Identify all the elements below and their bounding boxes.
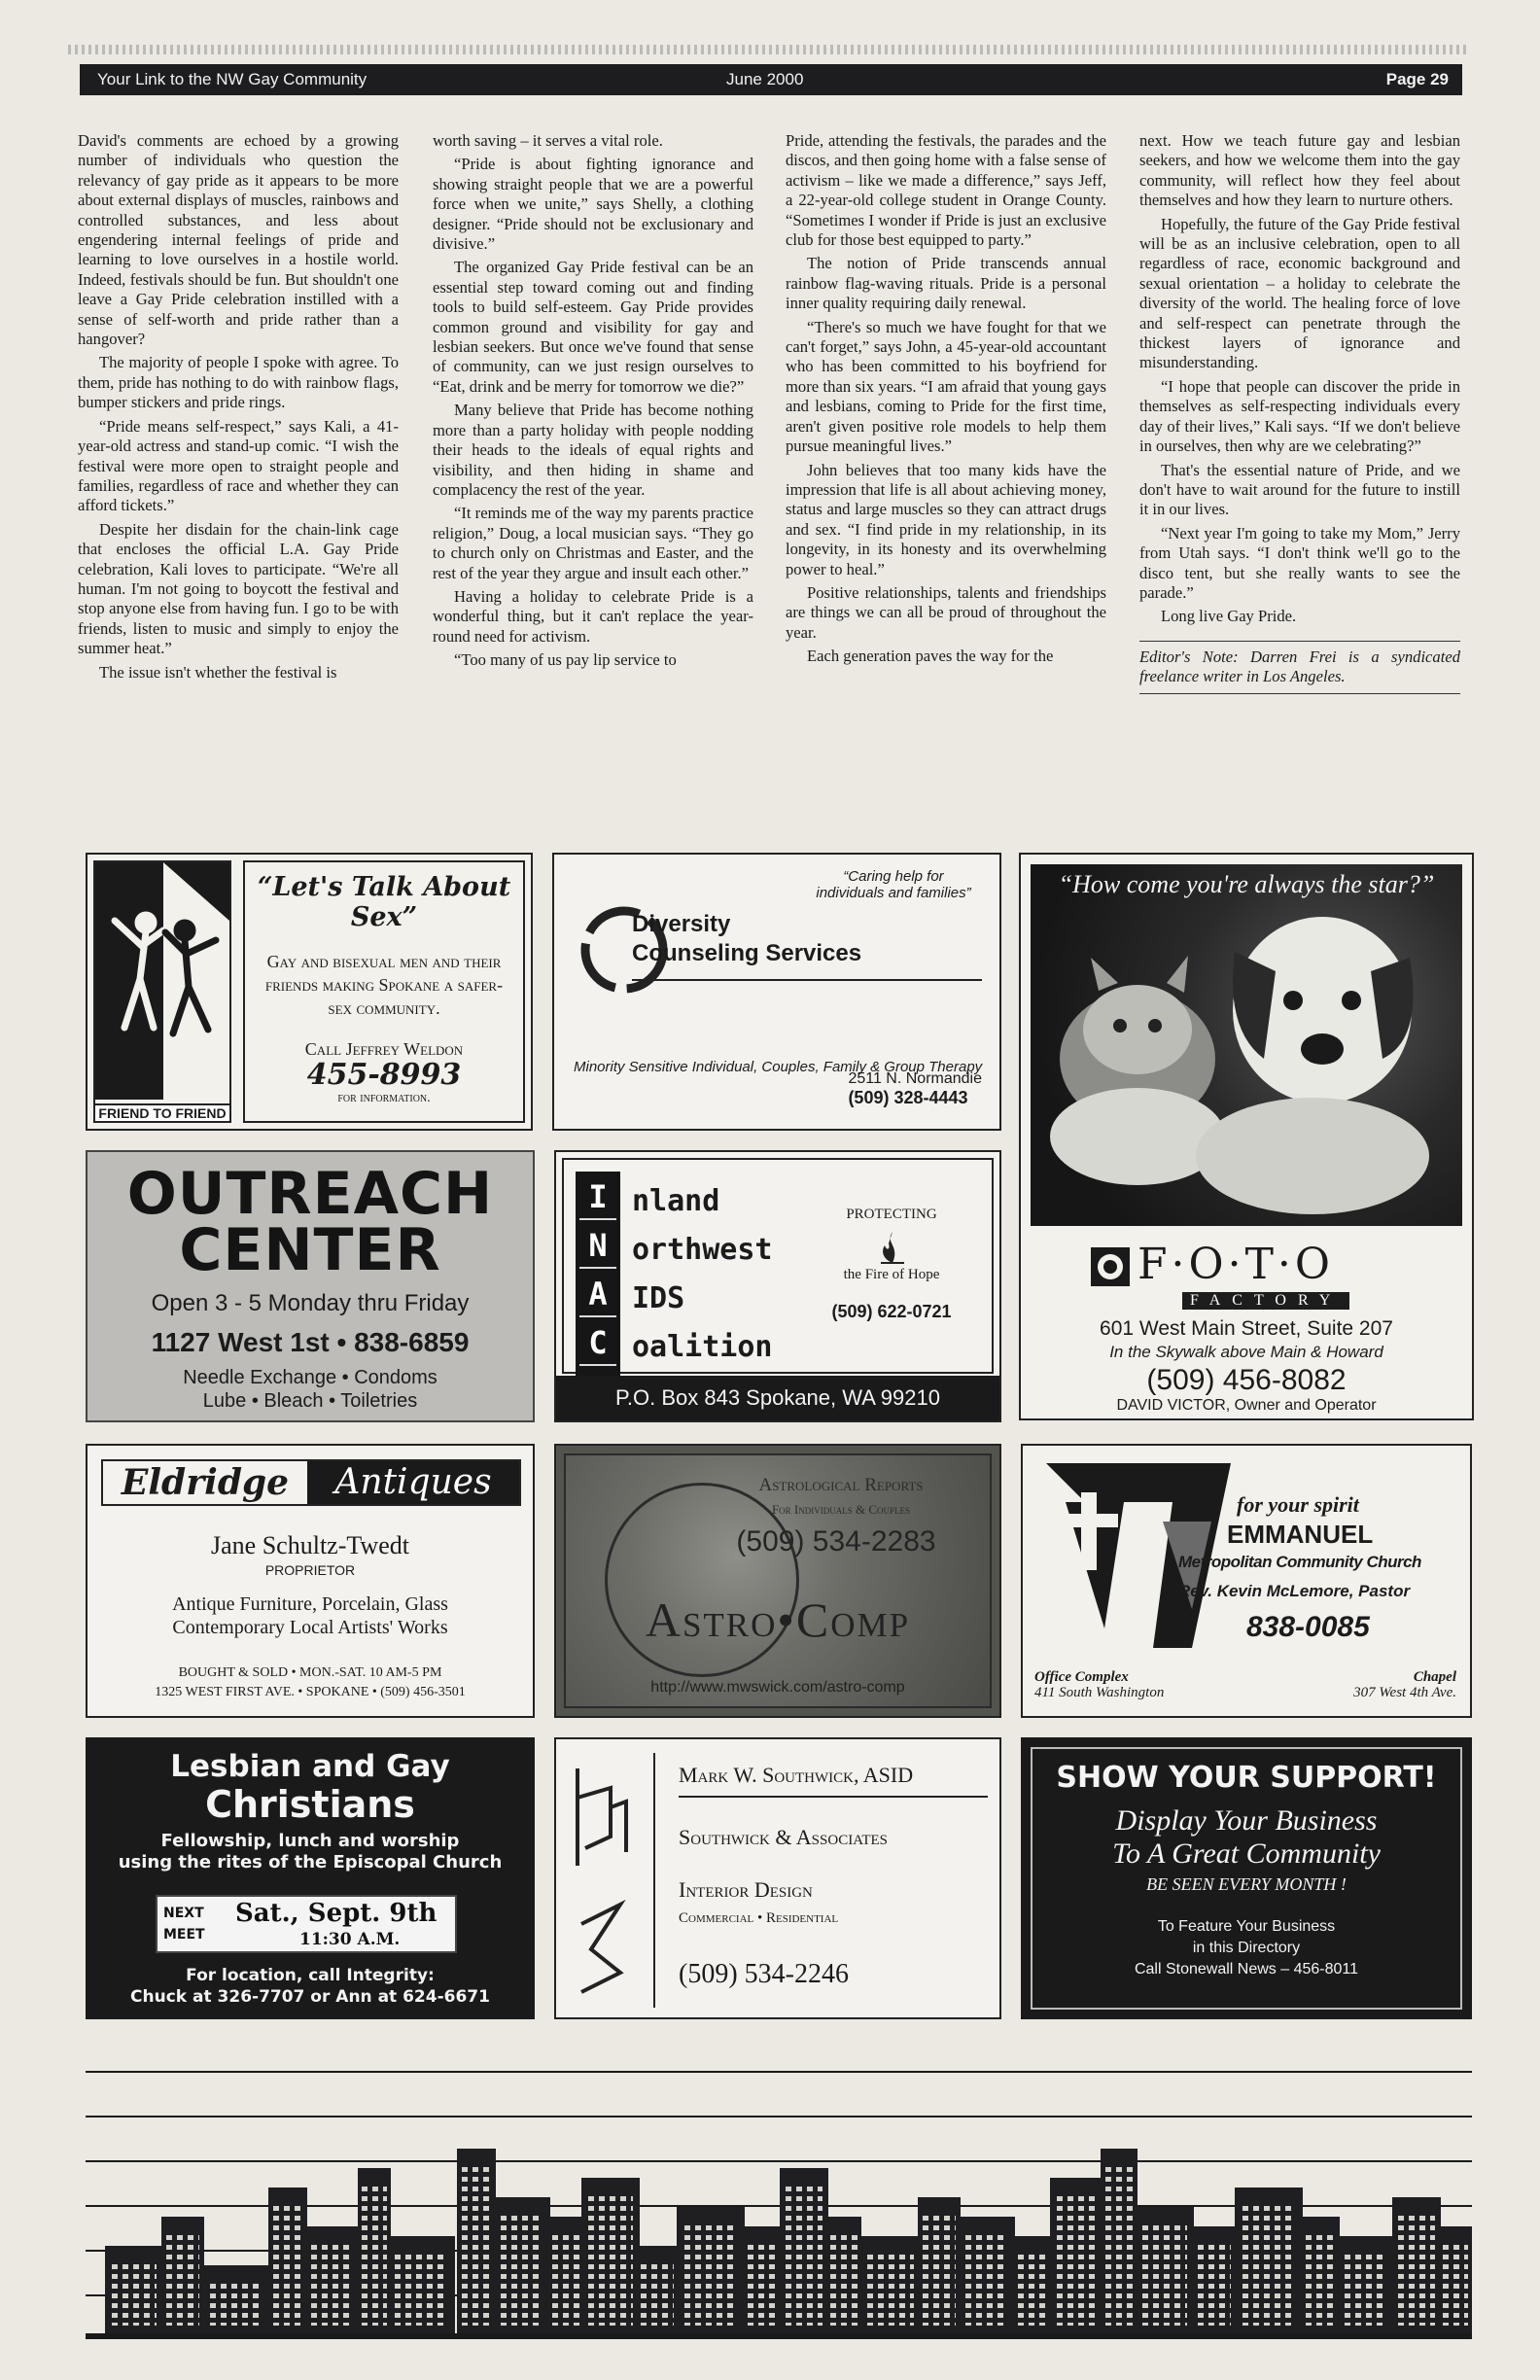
skyline-building <box>305 2226 358 2333</box>
friend-ad-text <box>243 860 525 1123</box>
lgc-location-line-1: For location, call Integrity: <box>186 1966 435 1985</box>
paragraph: Long live Gay Pride. <box>1161 607 1297 626</box>
divider <box>86 2071 1472 2073</box>
outreach-title-1: OUTREACH <box>126 1160 494 1228</box>
support-line-2: To A Great Community <box>1112 1838 1381 1870</box>
skyline-building <box>268 2188 307 2333</box>
skyline-building <box>636 2246 679 2333</box>
eldridge-hours: BOUGHT & SOLD • MON.-SAT. 10 AM-5 PM <box>178 1665 442 1680</box>
friend-ad-info: for information. <box>337 1091 431 1105</box>
ad-lesbian-gay-christians <box>86 1737 535 2019</box>
skyline-building <box>457 2149 496 2333</box>
paragraph: Pride, attending the festivals, the parades and the discos, and then going home with a false sense of activism – like we made a difference,” says Jeff, a 22-year-old college student in Orange County. “Sometimes I wonder if Pride is just an exclusive club for those best equipped to party.” <box>786 131 1106 250</box>
lgc-meet-date: Sat., Sept. 9th <box>235 1899 438 1928</box>
lgc-title-1: Lesbian and Gay <box>170 1749 450 1784</box>
skyline-building <box>1392 2197 1441 2333</box>
divider <box>86 2160 1472 2162</box>
lgc-desc-2: using the rites of the Episcopal Church <box>118 1852 503 1872</box>
friend-to-friend-logo <box>93 860 231 1123</box>
article <box>78 131 1468 823</box>
friend-to-friend-label: FRIEND TO FRIEND <box>95 1103 229 1121</box>
diversity-phone: (509) 328-4443 <box>848 1088 968 1107</box>
article-column-1 <box>78 131 399 823</box>
paragraph: John believes that too many kids have the impression that life is all about achieving money, status and large muscles so they can attract drugs and sex. “I find pride in my relationship, in its longevity, in its honesty and its overwhelming power to heal.” <box>786 460 1106 578</box>
skyline-building <box>161 2217 204 2333</box>
skyline-building <box>859 2236 922 2333</box>
foto-skywalk: In the Skywalk above Main & Howard <box>1109 1343 1383 1361</box>
skyline-building <box>1235 2188 1303 2333</box>
skyline-building <box>780 2168 828 2333</box>
paragraph: Each generation paves the way for the <box>807 647 1054 666</box>
header-date: June 2000 <box>726 70 804 88</box>
editor-note: Editor's Note: Darren Frei is a syndicated freelance writer in Los Angeles. <box>1139 641 1460 694</box>
skyline-building <box>1101 2149 1138 2333</box>
inac-fire-of-hope: the Fire of Hope <box>843 1267 940 1282</box>
support-contact-line-3: Call Stonewall News – 456-8011 <box>1134 1961 1359 1978</box>
astro-phone: (509) 534-2283 <box>736 1525 936 1558</box>
header-bar <box>80 64 1462 95</box>
support-contact <box>1032 1916 1460 1980</box>
emmanuel-church-name: Metropolitan Community Church <box>1178 1553 1421 1571</box>
foto-logo: F·O·T·O <box>1138 1240 1334 1289</box>
foto-quote: “How come you're always the star?” <box>1058 870 1435 898</box>
city-skyline-illustration <box>86 2042 1472 2372</box>
inac-acronym <box>576 1172 620 1376</box>
article-column-3 <box>786 131 1106 823</box>
skyline-building <box>1301 2217 1340 2333</box>
divider <box>632 979 982 981</box>
ad-eldridge-antiques <box>86 1444 535 1718</box>
header-tagline: Your Link to the NW Gay Community <box>97 70 368 88</box>
inac-address-bar: P.O. Box 843 Spokane, WA 99210 <box>556 1376 999 1420</box>
skyline-building <box>677 2207 745 2333</box>
emmanuel-tagline: for your spirit <box>1237 1492 1359 1517</box>
top-decorative-rule <box>68 45 1468 54</box>
paragraph: The majority of people I spoke with agree. To them, pride has nothing to do with rainbow flags, bumper stickers and pride rings. <box>78 353 399 412</box>
paragraph: Positive relationships, talents and friendships are things we can all be proud of throughout the year. <box>786 582 1106 642</box>
outreach-hours: Open 3 - 5 Monday thru Friday <box>151 1290 470 1316</box>
article-column-4 <box>1139 131 1460 823</box>
inac-word: IDS <box>632 1281 685 1315</box>
divider <box>653 1753 655 2008</box>
diversity-tagline: “Caring help for individuals and families” <box>816 868 971 901</box>
lgc-next-label: NEXT <box>163 1906 204 1921</box>
skyline-building <box>358 2168 391 2333</box>
header-page-number: Page 29 <box>1385 70 1449 88</box>
skyline-building <box>494 2197 550 2333</box>
divider <box>679 1796 988 1798</box>
skyline-building <box>1439 2226 1472 2333</box>
ad-southwick-associates <box>554 1737 1001 2019</box>
support-contact-line-2: in this Directory <box>1192 1940 1301 1956</box>
inac-protecting: PROTECTING <box>846 1207 937 1222</box>
emmanuel-name: EMMANUEL <box>1227 1520 1374 1549</box>
emmanuel-office-address: 411 South Washington <box>1034 1685 1165 1700</box>
southwick-sub: Commercial • Residential <box>679 1910 839 1926</box>
diversity-name-line-1: Diversity <box>632 911 731 937</box>
skyline-building <box>959 2217 1015 2333</box>
eldridge-address: 1325 WEST FIRST AVE. • SPOKANE • (509) 456-3501 <box>155 1685 466 1699</box>
skyline-building <box>826 2217 861 2333</box>
flame-icon <box>875 1230 910 1265</box>
paragraph: “Next year I'm going to take my Mom,” Jerry from Utah says. “I don't think we'll go to the disco tent, but she really wants to see the parade.” <box>1139 523 1460 602</box>
inac-letter: I <box>579 1173 616 1220</box>
skyline-building <box>581 2178 640 2333</box>
camera-lens-icon <box>1089 1245 1132 1288</box>
eldridge-proprietor-name: Jane Schultz-Twedt <box>211 1531 409 1559</box>
friend-ad-title: “Let's Talk About Sex” <box>257 872 511 932</box>
skyline-building <box>1136 2207 1194 2333</box>
emmanuel-phone: 838-0085 <box>1246 1611 1370 1643</box>
eldridge-desc-1: Antique Furniture, Porcelain, Glass <box>172 1593 448 1615</box>
support-line-3: BE SEEN EVERY MONTH ! <box>1146 1874 1347 1894</box>
eldridge-desc-2: Contemporary Local Artists' Works <box>172 1617 448 1638</box>
divider <box>86 2116 1472 2118</box>
support-panel <box>1031 1747 1462 2010</box>
paragraph: The notion of Pride transcends annual rainbow flag-waving rituals. Pride is a personal inner quality requiring daily renewal. <box>786 254 1106 313</box>
lgc-location <box>88 1965 533 2008</box>
support-contact-line-1: To Feature Your Business <box>1157 1918 1336 1935</box>
paragraph: That's the essential nature of Pride, and we don't have to wait around for the future to instill it in our lives. <box>1139 460 1460 519</box>
paragraph: David's comments are echoed by a growing number of individuals who question the relevancy of gay pride as it appears to be more about external displays of muscles, rainbows and controlled substances, and less about engendering internal feelings of pride and learning to love ourselves in a hostile world. Indeed, festivals should be fun. But shouldn't one leave a Gay Pride celebration instilled with a sense of self-worth and pride rather than a hangover? <box>78 131 399 349</box>
southwick-monogram-icon <box>572 1759 630 2002</box>
outreach-address: 1127 West 1st • 838-6859 <box>151 1327 470 1357</box>
astro-panel <box>564 1453 992 1708</box>
paragraph: “There's so much we have fought for that we can't forget,” says John, a 45-year-old accountant who has been committed to his boyfriend for more than six years. “I am afraid that young gays and lesbians, coming to Pride for the first time, aren't given positive role models to help them pursue meaningful lives.” <box>786 317 1106 456</box>
paragraph: The organized Gay Pride festival can be an essential step toward coming out and finding tools to build self-esteem. Gay Pride provides common ground and visibility for gay and lesbian seekers. But once we've found that sense of community, can we just resign ourselves to “Eat, drink and be merry for tomorrow we die?” <box>433 258 753 396</box>
paragraph: The issue isn't whether the festival is <box>99 662 337 682</box>
lgc-next-meet-box <box>156 1895 457 1953</box>
skyline-ground <box>86 2333 1472 2339</box>
eldridge-title-1: Eldridge <box>121 1462 290 1503</box>
ad-diversity-counseling <box>552 853 1001 1131</box>
skyline-building <box>743 2226 782 2333</box>
inac-word: oalition <box>632 1330 773 1364</box>
ad-friend-to-friend <box>86 853 533 1131</box>
diversity-contact <box>848 1070 982 1108</box>
astro-subtitle: For Individuals & Couples <box>771 1502 911 1517</box>
ad-inland-northwest-aids-coalition <box>554 1150 1001 1422</box>
outreach-services-2: Lube • Bleach • Toiletries <box>202 1390 418 1412</box>
paragraph: “Pride is about fighting ignorance and showing straight people that we are a powerful force when we unite,” says Shelly, a clothing designer. “Pride should not be exclusionary and divisive.” <box>433 155 753 254</box>
cat-and-dog-photo <box>1031 864 1462 1226</box>
outreach-title-2: CENTER <box>179 1216 441 1284</box>
eldridge-title-2: Antiques <box>307 1461 519 1504</box>
article-column-2 <box>433 131 753 823</box>
inac-word: nland <box>632 1184 720 1218</box>
emmanuel-office <box>1034 1669 1164 1700</box>
dancing-figures-icon <box>95 862 229 1100</box>
lgc-location-line-2: Chuck at 326-7707 or Ann at 624-6671 <box>130 1987 490 2007</box>
skyline-building <box>1050 2178 1104 2333</box>
emmanuel-chapel-address: 307 West 4th Ave. <box>1353 1685 1456 1700</box>
foto-owner: DAVID VICTOR, Owner and Operator <box>1116 1397 1377 1414</box>
inac-phone: (509) 622-0721 <box>831 1302 952 1321</box>
southwick-firm: Southwick & Associates <box>679 1825 889 1849</box>
southwick-name: Mark W. Southwick, ASID <box>679 1763 914 1787</box>
paragraph: Many believe that Pride has become nothing more than a party holiday with people nodding their heads to the ideals of equal rights and visibility, and then hiding in shame and complacency the rest of the year. <box>433 401 753 499</box>
friend-ad-call: Call Jeffrey Weldon <box>304 1039 464 1059</box>
emmanuel-chapel <box>1353 1669 1456 1700</box>
paragraph: Hopefully, the future of the Gay Pride festival will be as an inclusive celebration, open to all regardless of race, economic background and sexual orientation – a holiday to celebrate the diversity of the world. The healing force of love and self-respect can penetrate through the thickest layers of ignorance and misunderstanding. <box>1139 214 1460 372</box>
ad-astro-comp <box>554 1444 1001 1718</box>
paragraph: “Too many of us pay lip service to <box>454 650 677 670</box>
southwick-phone: (509) 534-2246 <box>679 1959 849 1989</box>
emmanuel-chapel-label: Chapel <box>1413 1669 1456 1685</box>
astro-name: Astro•Comp <box>645 1592 911 1647</box>
support-line-1: Display Your Business <box>1115 1804 1378 1837</box>
support-title: SHOW YOUR SUPPORT! <box>1056 1761 1437 1795</box>
paragraph: “Pride means self-respect,” says Kali, a 41-year-old actress and stand-up comic. “I wish the festival were more open to straight people and families, regardless of race and whether they can afford tickets.” <box>78 416 399 515</box>
diversity-description: Minority Sensitive Individual, Couples, Family & Group Therapy <box>574 1059 983 1075</box>
southwick-design: Interior Design <box>679 1877 813 1902</box>
eldridge-role: PROPRIETOR <box>264 1562 356 1578</box>
foto-logo-sub: FACTORY <box>1182 1292 1349 1310</box>
astro-url: http://www.mwswick.com/astro-comp <box>650 1679 905 1696</box>
emmanuel-pastor: Rev. Kevin McLemore, Pastor <box>1178 1582 1411 1600</box>
skyline-building <box>1192 2226 1237 2333</box>
paragraph: worth saving – it serves a vital role. <box>433 131 663 150</box>
lgc-meet-time: 11:30 A.M. <box>299 1930 401 1949</box>
friend-ad-description: Gay and bisexual men and their friends making Spokane a safer-sex community. <box>264 952 504 1018</box>
skyline-building <box>918 2197 961 2333</box>
skyline-building <box>1013 2236 1052 2333</box>
ad-foto-factory <box>1019 853 1474 1420</box>
foto-address: 601 West Main Street, Suite 207 <box>1100 1317 1393 1340</box>
eldridge-logo <box>101 1459 521 1506</box>
paragraph: “I hope that people can discover the pride in themselves as self-respecting individuals every day of their lives,” Kali says. “If we don't believe in ourselves, then why are we celebrating?” <box>1139 376 1460 456</box>
skyline-building <box>1338 2236 1394 2333</box>
outreach-services-1: Needle Exchange • Condoms <box>183 1367 438 1388</box>
emmanuel-office-label: Office Complex <box>1034 1669 1129 1685</box>
ad-show-your-support <box>1021 1737 1472 2019</box>
inac-letter: N <box>579 1222 616 1269</box>
lgc-title-2: Christians <box>205 1783 415 1826</box>
foto-phone: (509) 456-8082 <box>1146 1364 1347 1396</box>
paragraph: Despite her disdain for the chain-link cage that encloses the official L.A. Gay Pride celebration, Kali loves to participate. “We're all human. I'm not going to boycott the festival and stop anyone else from having fun. I go to be with friends, listen to music and simply to enjoy the summer heat.” <box>78 519 399 658</box>
skyline-building <box>105 2246 163 2333</box>
inac-letter: C <box>579 1319 616 1366</box>
diversity-name-line-2: Counseling Services <box>632 940 862 966</box>
paragraph: next. How we teach future gay and lesbian seekers, and how we welcome them into the gay community, will reflect how they feel about themselves and how they learn to nurture others. <box>1139 131 1460 210</box>
skyline-building <box>202 2265 270 2333</box>
paragraph: “It reminds me of the way my parents practice religion,” Doug, a local musician says. “They go to church only on Christmas and Easter, and the rest of the year they argue and insult each other.” <box>433 504 753 582</box>
friend-ad-phone: 455-8993 <box>306 1058 462 1092</box>
ad-emmanuel-church <box>1021 1444 1472 1718</box>
lgc-desc-1: Fellowship, lunch and worship <box>160 1831 460 1851</box>
lgc-meet-label: MEET <box>163 1927 205 1942</box>
ad-outreach-center <box>86 1150 535 1422</box>
astro-title: Astrological Reports <box>758 1475 924 1495</box>
skyline-building <box>387 2236 455 2333</box>
diversity-address: 2511 N. Normandie <box>848 1070 982 1087</box>
lgc-next-meet-label <box>163 1903 205 1945</box>
inac-words <box>632 1177 773 1372</box>
inac-word: orthwest <box>632 1233 773 1267</box>
inac-letter: A <box>579 1271 616 1317</box>
skyline-building <box>548 2217 583 2333</box>
cat-dog-image-icon <box>1031 864 1462 1226</box>
paragraph: Having a holiday to celebrate Pride is a wonderful thing, but it can't replace the year-round need for activism. <box>433 586 753 646</box>
inac-box <box>562 1158 994 1374</box>
